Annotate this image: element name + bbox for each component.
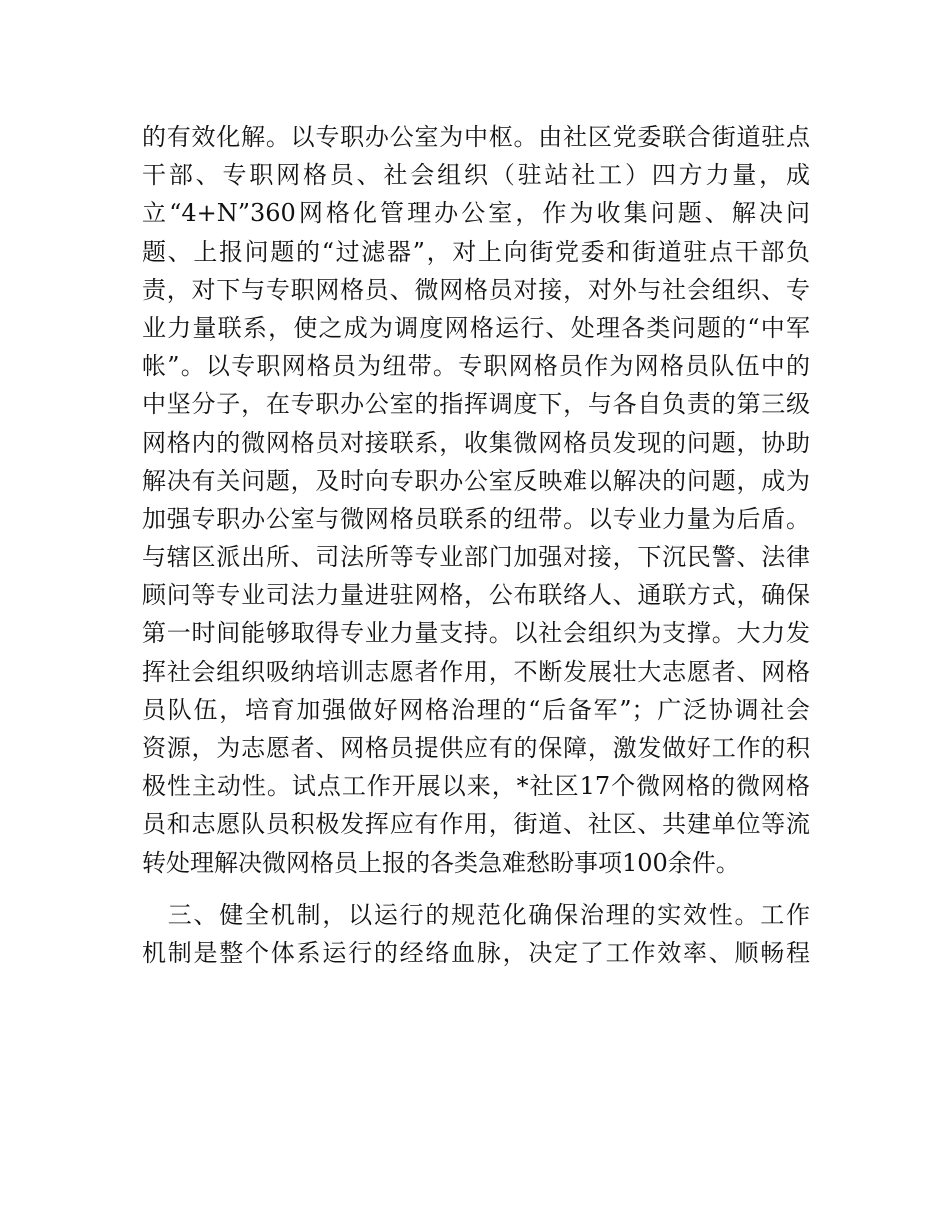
paragraph-1: [142, 118, 810, 882]
text-line: 网格内的微网格员对接联系，收集微网格员发现的问题，协助: [142, 428, 810, 457]
text-line: 资源，为志愿者、网格员提供应有的保障，激发做好工作的积: [142, 734, 810, 762]
text-line: 转处理解决微网格员上报的各类急难愁盼事项100余件。: [142, 848, 740, 877]
text-line: 三、健全机制，以运行的规范化确保治理的实效性。工作: [142, 900, 810, 929]
text-line: 责，对下与专职网格员、微网格员对接，对外与社会组织、专: [142, 275, 810, 304]
text-line: 的有效化解。以专职办公室为中枢。由社区党委联合街道驻点: [142, 123, 810, 151]
paragraph-2: [142, 896, 810, 972]
text-line: 干部、专职网格员、社会组织（驻站社工）四方力量，成: [142, 161, 810, 190]
text-line: 员和志愿队员积极发挥应有作用，街道、社区、共建单位等流: [142, 810, 810, 839]
text-line: 挥社会组织吸纳培训志愿者作用，不断发展壮大志愿者、网格: [142, 657, 810, 686]
text-line: 业力量联系，使之成为调度网格运行、处理各类问题的“中军: [142, 313, 810, 342]
text-line: 机制是整个体系运行的经络血脉，决定了工作效率、顺畅程: [142, 938, 810, 967]
text-line: 解决有关问题，及时向专职办公室反映难以解决的问题，成为: [142, 466, 810, 495]
text-line: 顾问等专业司法力量进驻网格，公布联络人、通联方式，确保: [142, 581, 810, 610]
text-line: 极性主动性。试点工作开展以来，*社区17个微网格的微网格: [142, 772, 810, 801]
text-line: 员队伍，培育加强做好网格治理的“后备军”；广泛协调社会: [142, 695, 810, 724]
text-line: 立“4+N”360网格化管理办公室，作为收集问题、解决问: [142, 199, 810, 228]
document-body: [142, 118, 810, 972]
text-line: 题、上报问题的“过滤器”，对上向街党委和街道驻点干部负: [142, 237, 810, 266]
text-line: 第一时间能够取得专业力量支持。以社会组织为支撑。大力发: [142, 619, 810, 648]
text-line: 加强专职办公室与微网格员联系的纽带。以专业力量为后盾。: [142, 504, 810, 533]
text-line: 帐”。以专职网格员为纽带。专职网格员作为网格员队伍中的: [142, 352, 810, 381]
paragraph-spacer: [142, 882, 810, 896]
text-line: 与辖区派出所、司法所等专业部门加强对接，下沉民警、法律: [142, 543, 810, 572]
text-line: 中坚分子，在专职办公室的指挥调度下，与各自负责的第三级: [142, 390, 810, 419]
